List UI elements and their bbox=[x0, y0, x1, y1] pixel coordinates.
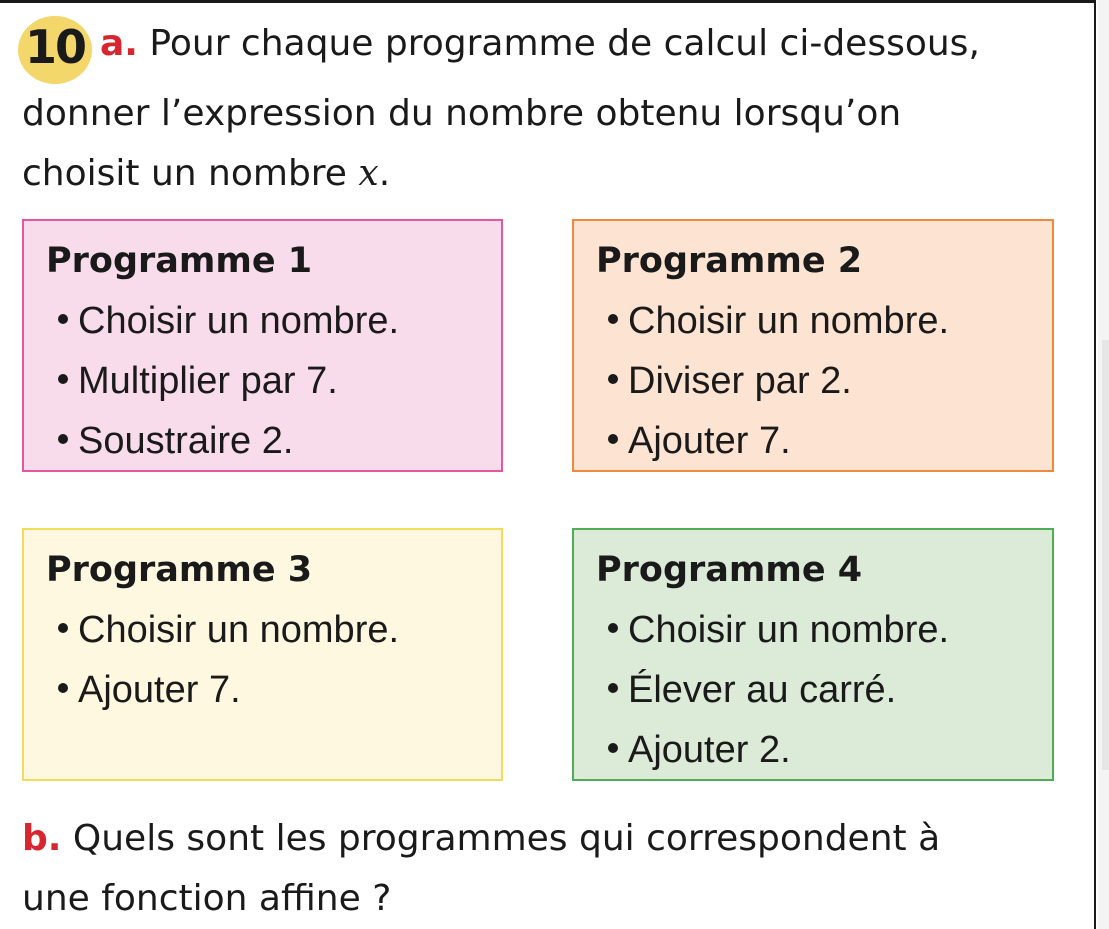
bullet-icon bbox=[608, 434, 618, 444]
programme-2-title: Programme 2 bbox=[596, 241, 863, 281]
step-text: Choisir un nombre. bbox=[78, 609, 400, 651]
question-b-label: b. bbox=[22, 818, 62, 859]
step-text: Choisir un nombre. bbox=[628, 300, 950, 342]
question-a-period: . bbox=[378, 153, 391, 194]
step-text: Élever au carré. bbox=[628, 669, 897, 711]
step-text: Ajouter 7. bbox=[78, 669, 241, 711]
bullet-icon bbox=[608, 314, 618, 324]
bullet-icon bbox=[608, 374, 618, 384]
question-a-line-1 bbox=[100, 22, 980, 66]
programme-3-step-1 bbox=[58, 608, 399, 652]
programme-2-box bbox=[572, 219, 1054, 472]
programme-2-step-3 bbox=[608, 419, 791, 463]
programme-1-title: Programme 1 bbox=[46, 241, 313, 281]
programme-4-box bbox=[572, 528, 1054, 781]
programme-4-step-2 bbox=[608, 668, 896, 712]
programme-3-title: Programme 3 bbox=[46, 550, 313, 590]
question-a-line-3 bbox=[22, 152, 390, 196]
programme-1-step-2 bbox=[58, 359, 338, 403]
bullet-icon bbox=[58, 683, 68, 693]
question-a-text-1: Pour chaque programme de calcul ci-dessous, bbox=[149, 23, 980, 64]
bullet-icon bbox=[608, 623, 618, 633]
programme-2-step-2 bbox=[608, 359, 852, 403]
bullet-icon bbox=[58, 314, 68, 324]
question-a-line-2: donner l’expression du nombre obtenu lorsqu’on bbox=[22, 93, 902, 134]
page-edge-shadow bbox=[1102, 340, 1109, 770]
bullet-icon bbox=[608, 743, 618, 753]
step-text: Choisir un nombre. bbox=[78, 300, 400, 342]
bullet-icon bbox=[58, 434, 68, 444]
question-a-text-3: choisit un nombre bbox=[22, 153, 359, 194]
step-text: Diviser par 2. bbox=[628, 360, 852, 402]
programme-4-step-3 bbox=[608, 728, 791, 772]
question-b-text-1: Quels sont les programmes qui correspondent à bbox=[72, 818, 941, 859]
programme-3-step-2 bbox=[58, 668, 241, 712]
bullet-icon bbox=[58, 374, 68, 384]
step-text: Multiplier par 7. bbox=[78, 360, 338, 402]
programme-1-step-3 bbox=[58, 419, 293, 463]
programme-4-title: Programme 4 bbox=[596, 550, 863, 590]
programme-3-box bbox=[22, 528, 503, 781]
step-text: Ajouter 2. bbox=[628, 729, 791, 771]
programme-1-step-1 bbox=[58, 299, 399, 343]
programme-2-step-1 bbox=[608, 299, 949, 343]
programme-4-step-1 bbox=[608, 608, 949, 652]
question-b-line-2: une fonction affine ? bbox=[22, 878, 392, 919]
question-b-line-1 bbox=[22, 817, 940, 861]
bullet-icon bbox=[608, 683, 618, 693]
exercise-number: 10 bbox=[24, 20, 85, 74]
step-text: Ajouter 7. bbox=[628, 420, 791, 462]
bullet-icon bbox=[58, 623, 68, 633]
question-a-label: a. bbox=[100, 23, 138, 64]
step-text: Soustraire 2. bbox=[78, 420, 294, 462]
variable-x: x bbox=[358, 153, 379, 194]
programme-1-box bbox=[22, 219, 503, 472]
step-text: Choisir un nombre. bbox=[628, 609, 950, 651]
